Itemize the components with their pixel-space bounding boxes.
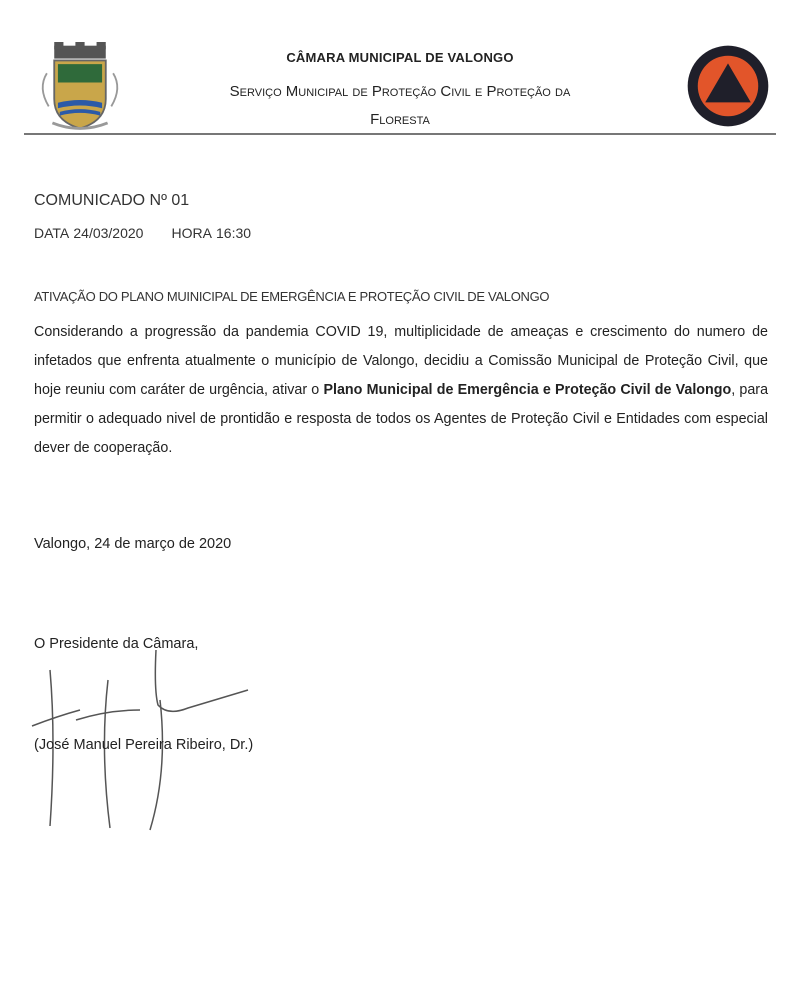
place-date: Valongo, 24 de março de 2020 [34,536,232,552]
communique-number: COMUNICADO Nº 01 [34,192,190,209]
date-time-line [34,225,251,241]
service-subtitle [170,78,630,134]
body-plan-name: Plano Municipal de Emergência e Proteção Civil de Valongo [323,382,732,398]
signatory-role: O Presidente da Câmara, [34,636,199,652]
header-divider [24,133,776,135]
subtitle-line-2: Floresta [370,111,430,128]
signatory-name: (José Manuel Pereira Ribeiro, Dr.) [34,737,254,753]
time: HORA 16:30 [171,225,252,241]
body-paragraph [34,318,768,463]
letterhead [0,0,800,140]
date: DATA 24/03/2020 [34,225,144,241]
body-text-2: , para permitir o adequado nivel de prontidão e resposta de todos os Agentes de Proteção Civil e Entidades com especial dever de cooperação. [34,382,769,456]
civil-protection-emblem-icon [686,44,770,128]
subtitle-line-1: Serviço Municipal de Proteção Civil e Proteção da [229,83,571,100]
body-text-1: Considerando a progressão da pandemia COVID 19, multiplicidade de ameaças e crescimento do numero de infetados que enfrenta atualmente o município de Valongo, decidiu a Comissão Municipal de Proteção Civil, que hoje reuniu com caráter de urgência, ativar o [34,324,768,398]
subject-heading: ATIVAÇÃO DO PLANO MUINICIPAL DE EMERGÊNCIA E PROTEÇÃO CIVIL DE VALONGO [34,289,550,304]
institution-title: CÂMARA MUNICIPAL DE VALONGO [286,50,514,65]
